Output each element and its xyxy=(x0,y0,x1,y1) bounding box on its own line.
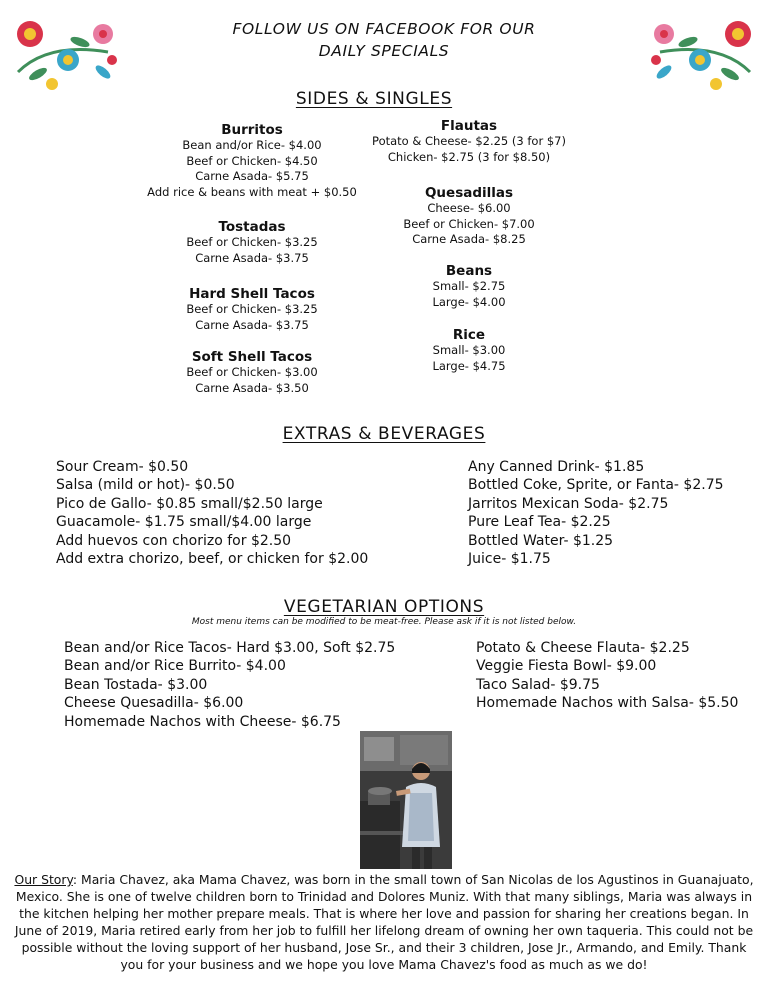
menu-group-soft-shell-tacos xyxy=(132,349,372,396)
extras-section-title: EXTRAS & BEVERAGES xyxy=(282,424,486,444)
menu-item: Beef or Chicken- $3.25 xyxy=(186,302,318,316)
list-item: Bean and/or Rice Burrito- $4.00 xyxy=(64,658,286,675)
category-title: Tostadas xyxy=(218,219,286,235)
menu-item: Beef or Chicken- $3.25 xyxy=(186,235,318,249)
our-story-label: Our Story xyxy=(14,872,73,887)
vegetarian-section-title: VEGETARIAN OPTIONS xyxy=(283,597,485,617)
floral-decoration-left xyxy=(8,12,126,92)
menu-group-rice xyxy=(354,327,584,374)
our-story-text: : Maria Chavez, aka Mama Chavez, was born in the small town of San Nicolas de los Agustinos in Guanajuato, Mexico. She is one of twelve children born to Trinidad and Dolores Muniz. With that many siblings, Maria was always in the kitchen helping her mother prepare meals. That is where her love and passion for sharing her creations began. In June of 2019, Maria retired early from her job to fulfill her lifelong dream of owning her own taqueria. This could not be possible without the loving support of her husband, Jose Sr., and their 3 children, Jose Jr., Armando, and Emily. Thank you for your business and we hope you love Mama Chavez's food as much as we do! xyxy=(14,872,754,972)
menu-item: Carne Asada- $3.75 xyxy=(195,250,309,265)
category-title: Rice xyxy=(452,327,486,343)
list-item: Taco Salad- $9.75 xyxy=(476,676,600,693)
menu-group-tostadas xyxy=(132,219,372,266)
menu-item: Small- $2.75 xyxy=(432,279,506,293)
category-title: Quesadillas xyxy=(424,185,514,201)
our-story xyxy=(12,871,756,973)
vegetarian-note: Most menu items can be modified to be meat-free. Please ask if it is not listed below. xyxy=(191,617,577,627)
sides-section-title: SIDES & SINGLES xyxy=(295,89,453,109)
menu-item: Carne Asada- $5.75 xyxy=(195,169,309,183)
list-item: Homemade Nachos with Cheese- $6.75 xyxy=(64,713,341,730)
menu-item: Beef or Chicken- $4.50 xyxy=(186,153,318,168)
menu-group-burritos xyxy=(132,122,372,200)
list-item: Jarritos Mexican Soda- $2.75 xyxy=(468,495,669,512)
category-title: Hard Shell Tacos xyxy=(189,286,315,302)
list-item: Veggie Fiesta Bowl- $9.00 xyxy=(476,658,657,675)
menu-group-beans xyxy=(354,263,584,310)
list-item: Sour Cream- $0.50 xyxy=(56,459,189,475)
menu-item: Beef or Chicken- $7.00 xyxy=(403,216,535,231)
menu-item: Large- $4.75 xyxy=(432,358,506,373)
extras-list xyxy=(56,458,416,568)
list-item: Homemade Nachos with Salsa- $5.50 xyxy=(476,695,739,712)
menu-group-hard-shell-tacos xyxy=(132,286,372,333)
list-item: Add huevos con chorizo for $2.50 xyxy=(56,532,292,549)
menu-item: Add rice & beans with meat + $0.50 xyxy=(147,184,357,199)
menu-group-quesadillas xyxy=(354,185,584,248)
category-title: Soft Shell Tacos xyxy=(191,349,313,365)
menu-item: Carne Asada- $3.50 xyxy=(195,380,309,395)
menu-group-flautas xyxy=(354,118,584,165)
menu-item: Cheese- $6.00 xyxy=(427,201,511,215)
list-item: Bottled Coke, Sprite, or Fanta- $2.75 xyxy=(468,477,724,494)
vegetarian-list-right xyxy=(476,639,760,713)
menu-item: Carne Asada- $8.25 xyxy=(412,232,526,246)
menu-item: Bean and/or Rice- $4.00 xyxy=(182,138,322,152)
list-item: Bean and/or Rice Tacos- Hard $3.00, Soft $2.75 xyxy=(64,640,396,656)
flower-icon xyxy=(651,21,751,90)
menu-item: Beef or Chicken- $3.00 xyxy=(186,365,318,379)
list-item: Bottled Water- $1.25 xyxy=(468,532,614,549)
category-title: Beans xyxy=(445,263,493,279)
facebook-notice xyxy=(180,18,588,62)
menu-item: Small- $3.00 xyxy=(432,343,506,357)
flower-icon xyxy=(17,21,117,90)
list-item: Add extra chorizo, beef, or chicken for $2.00 xyxy=(56,551,369,568)
menu-item: Large- $4.00 xyxy=(432,294,506,309)
list-item: Bean Tostada- $3.00 xyxy=(64,676,208,693)
list-item: Pure Leaf Tea- $2.25 xyxy=(468,514,611,531)
menu-item: Carne Asada- $3.75 xyxy=(195,317,309,332)
menu-item: Chicken- $2.75 (3 for $8.50) xyxy=(387,149,551,164)
menu-item: Potato & Cheese- $2.25 (3 for $7) xyxy=(372,134,566,148)
facebook-notice-line2: DAILY SPECIALS xyxy=(318,42,450,60)
list-item: Cheese Quesadilla- $6.00 xyxy=(64,695,244,712)
list-item: Guacamole- $1.75 small/$4.00 large xyxy=(56,514,312,531)
vegetarian-list-left xyxy=(64,639,464,731)
list-item: Juice- $1.75 xyxy=(468,551,551,568)
list-item: Potato & Cheese Flauta- $2.25 xyxy=(476,640,690,656)
list-item: Salsa (mild or hot)- $0.50 xyxy=(56,477,235,494)
floral-decoration-right xyxy=(642,12,760,92)
category-title: Flautas xyxy=(440,118,498,134)
list-item: Pico de Gallo- $0.85 small/$2.50 large xyxy=(56,495,323,512)
beverages-list xyxy=(468,458,760,568)
facebook-notice-line1: FOLLOW US ON FACEBOOK FOR OUR xyxy=(232,20,536,38)
kitchen-photo xyxy=(360,731,452,869)
category-title: Burritos xyxy=(221,122,283,138)
list-item: Any Canned Drink- $1.85 xyxy=(468,459,645,475)
